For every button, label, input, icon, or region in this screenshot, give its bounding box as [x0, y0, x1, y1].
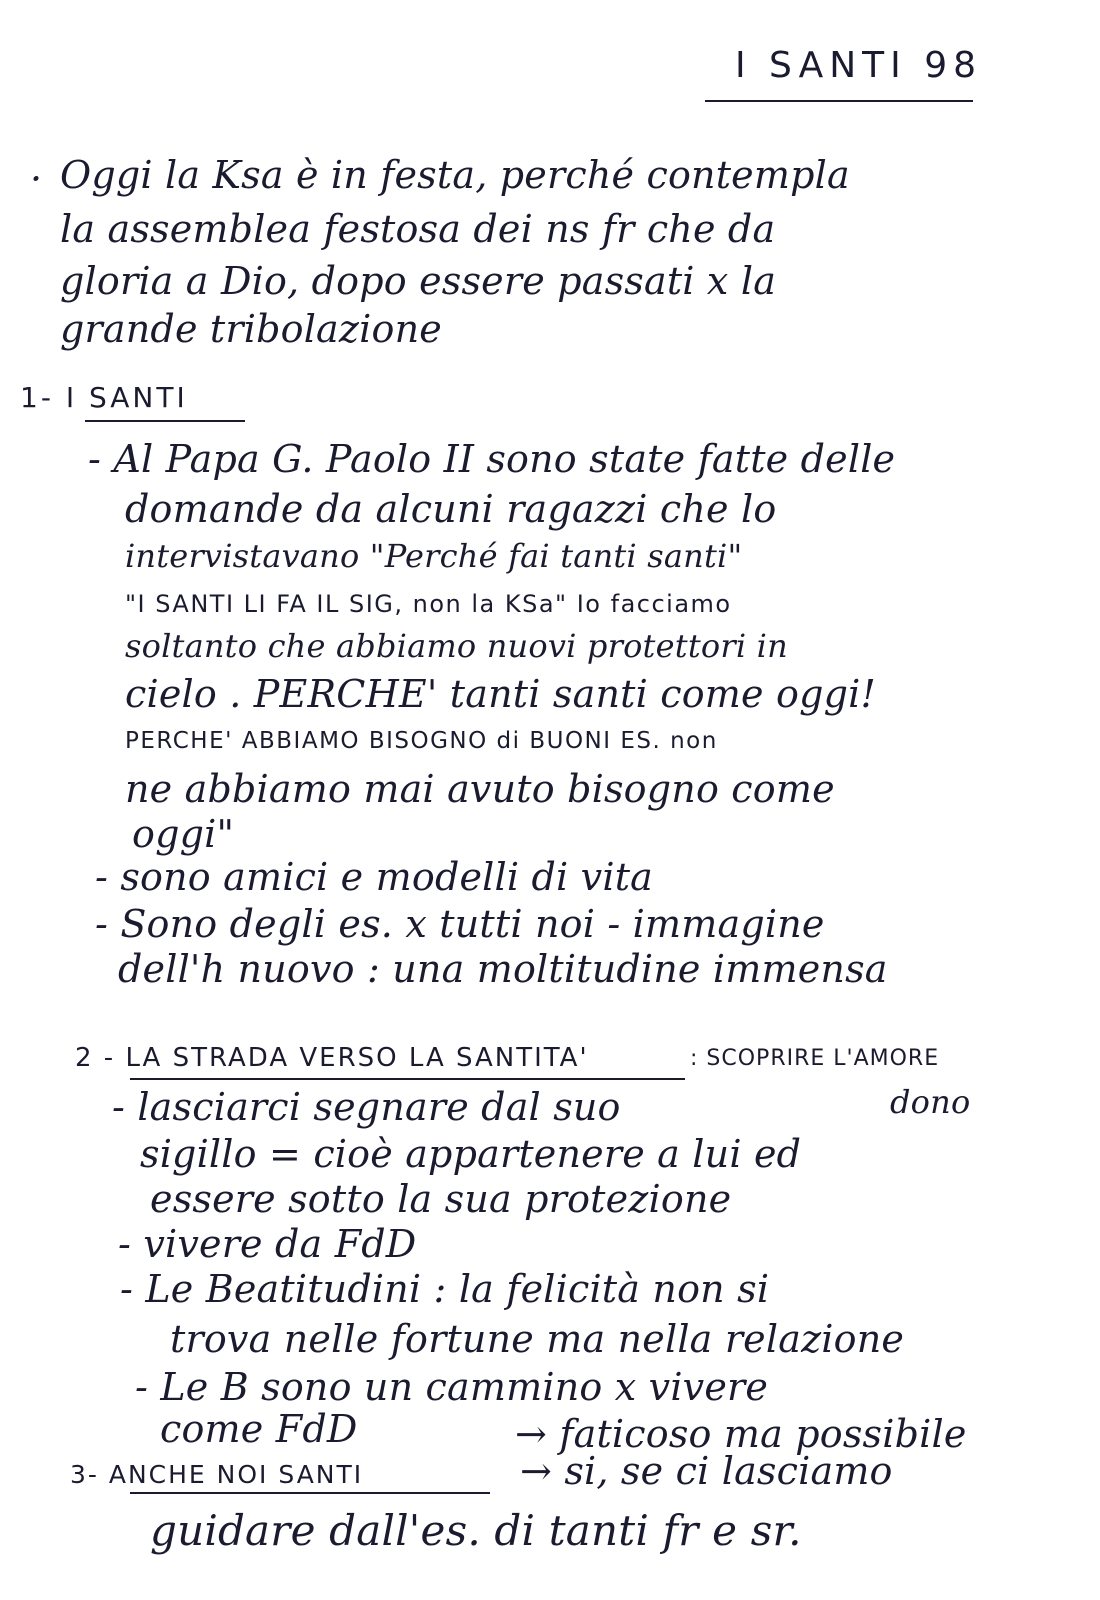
section2-line: come FdD [160, 1407, 358, 1451]
page-title: I SANTI 98 [735, 45, 982, 86]
section1-item3-line: - Sono degli es. x tutti noi - immagine [95, 902, 825, 946]
section1-item1-line: domande da alcuni ragazzi che lo [125, 487, 777, 531]
section3-suffix: → si, se ci lasciamo [520, 1449, 893, 1493]
section2-line: trova nelle fortune ma nella relazione [170, 1317, 905, 1361]
intro-bullet: · [30, 157, 43, 201]
section2-line: - Le B sono un cammino x vivere [135, 1365, 769, 1409]
section2-heading-extra: dono [890, 1083, 971, 1121]
section2-line: essere sotto la sua protezione [150, 1177, 732, 1221]
section2-line: → faticoso ma possibile [515, 1412, 967, 1456]
section2-heading-suffix: : SCOPRIRE L'AMORE [690, 1046, 940, 1071]
intro-line: Oggi la Ksa è in festa, perché contempla [60, 153, 850, 197]
section1-item1-line: ne abbiamo mai avuto bisogno come [125, 767, 835, 811]
section1-item1-line: oggi" [132, 812, 235, 856]
section1-item1-line: cielo . PERCHE' tanti santi come oggi! [125, 672, 876, 716]
section1-item1-line: PERCHE' ABBIAMO BISOGNO di BUONI ES. non [125, 728, 718, 754]
section3-heading: 3- ANCHE NOI SANTI [70, 1460, 364, 1489]
section1-item1-line: intervistavano "Perché fai tanti santi" [125, 537, 743, 575]
section1-item1-line: - Al Papa G. Paolo II sono state fatte delle [88, 437, 896, 481]
intro-line: la assemblea festosa dei ns fr che da [60, 207, 776, 251]
section1-item3-line: dell'h nuovo : una moltitudine immensa [118, 947, 888, 991]
intro-line: gloria a Dio, dopo essere passati x la [60, 259, 777, 303]
section1-item2: - sono amici e modelli di vita [95, 855, 654, 899]
section1-item1-line: "I SANTI LI FA IL SIG, non la KSa" Io facciamo [125, 590, 732, 618]
intro-line: grande tribolazione [60, 307, 442, 351]
title-underline [705, 100, 973, 102]
section3-heading-underline [130, 1492, 490, 1494]
section2-heading-underline [130, 1078, 685, 1080]
section1-item1-line: soltanto che abbiamo nuovi protettori in [125, 627, 788, 665]
section1-heading-underline [85, 420, 245, 422]
section2-line: - lasciarci segnare dal suo [112, 1085, 621, 1129]
section2-line: - vivere da FdD [118, 1222, 417, 1266]
section2-line: sigillo = cioè appartenere a lui ed [140, 1132, 802, 1176]
section1-heading: 1- I SANTI [20, 381, 188, 414]
section3-line: guidare dall'es. di tanti fr e sr. [150, 1506, 802, 1555]
section2-line: - Le Beatitudini : la felicità non si [120, 1267, 770, 1311]
section2-heading: 2 - LA STRADA VERSO LA SANTITA' [75, 1043, 589, 1073]
